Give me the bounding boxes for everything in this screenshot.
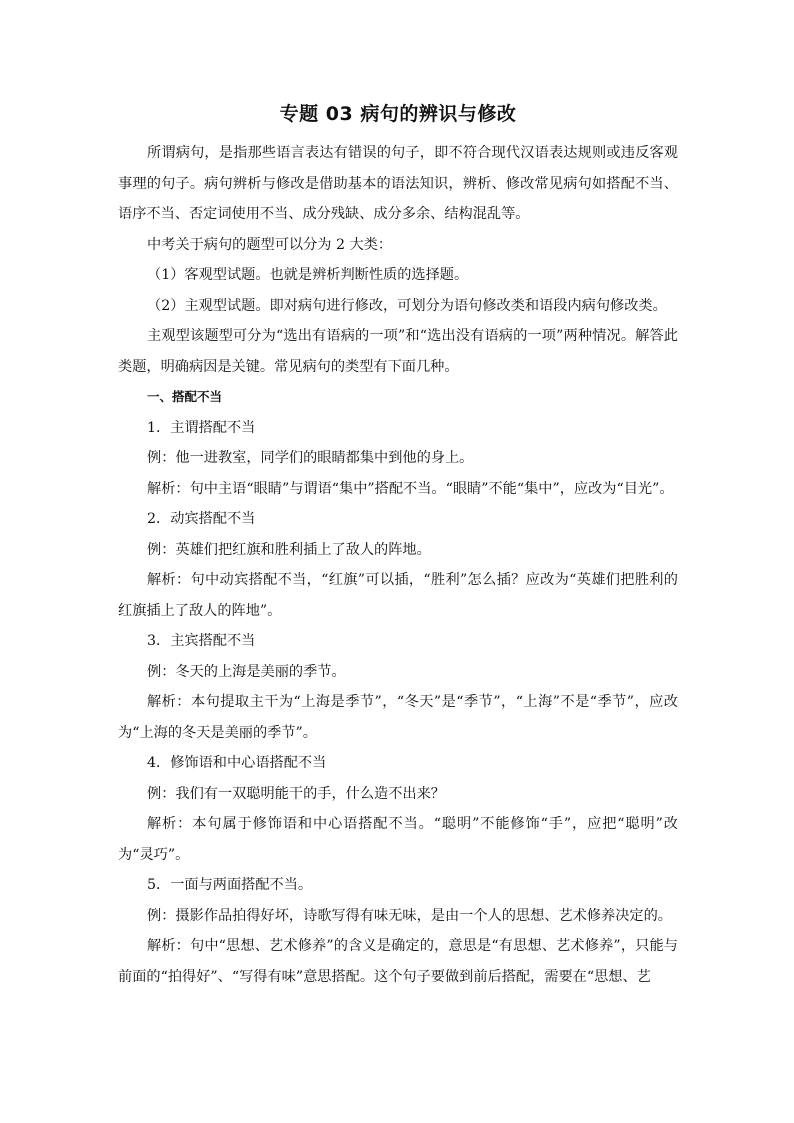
subsection-heading: 1．主谓搭配不当 — [147, 419, 256, 436]
document-body — [118, 100, 678, 992]
subsection-heading: 2．动宾搭配不当 — [147, 511, 256, 527]
subsection-heading: 4．修饰语和中心语搭配不当 — [147, 755, 327, 771]
analysis-paragraph: 解析：本句属于修饰语和中心语搭配不当。“聪明”不能修饰“手”，应把“聪明”改为“灵巧”。 — [118, 816, 678, 863]
subsection-heading: 3．主宾搭配不当 — [147, 633, 256, 649]
example-paragraph: 例：摄影作品拍得好坏，诗歌写得有味无味，是由一个人的思想、艺术修养决定的。 — [147, 907, 672, 924]
subsection-heading: 5．一面与两面搭配不当。 — [147, 877, 313, 893]
analysis-paragraph: 解析：本句提取主干为“上海是季节”，“冬天”是“季节”，“上海”不是“季节”，应改为“上海的冬天是美丽的季节”。 — [118, 694, 678, 741]
example-paragraph: 例：英雄们把红旗和胜利插上了敌人的阵地。 — [147, 541, 431, 558]
subjective-type-paragraph: （2）主观型试题。即对病句进行修改，可划分为语句修改类和语段内病句修改类。 — [147, 297, 667, 314]
analysis-paragraph: 解析：句中主语“眼睛”与谓语“集中”搭配不当。“眼睛”不能“集中”，应改为“目光”。 — [147, 480, 674, 497]
analysis-paragraph: 解析：句中动宾搭配不当，“红旗”可以插，“胜利”怎么插？应改为“英雄们把胜利的红旗插上了敌人的阵地”。 — [118, 572, 678, 619]
objective-type-paragraph: （1）客观型试题。也就是辨析判断性质的选择题。 — [147, 267, 469, 283]
example-paragraph: 例：冬天的上海是美丽的季节。 — [147, 663, 346, 680]
example-paragraph: 例：我们有一双聪明能干的手，什么造不出来？ — [147, 785, 445, 802]
example-paragraph: 例：他一进教室，同学们的眼睛都集中到他的身上。 — [147, 450, 474, 466]
intro-paragraph: 所谓病句，是指那些语言表达有错误的句子，即不符合现代汉语表达规则或违反客观事理的句子。病句辨析与修改是借助基本的语法知识，辨析、修改常见病句如搭配不当、语序不当、否定词使用不当、成分残缺、成分多余、结构混乱等。 — [118, 145, 678, 222]
analysis-paragraph: 解析：句中“思想、艺术修养”的含义是确定的，意思是“有思想、艺术修养”，只能与前面的“拍得好”、“写得有味”意思搭配。这个句子要做到前后搭配，需要在“思想、艺 — [118, 938, 678, 985]
section-heading: 一、搭配不当 — [147, 389, 223, 404]
question-types-paragraph: 中考关于病句的题型可以分为 2 大类： — [147, 236, 393, 253]
document-title: 专题 03 病句的辨识与修改 — [279, 103, 517, 125]
subjective-detail-paragraph: 主观型该题型可分为“选出有语病的一项”和“选出没有语病的一项”两种情况。解答此类题，明确病因是关键。常见病句的类型有下面几种。 — [118, 328, 678, 375]
